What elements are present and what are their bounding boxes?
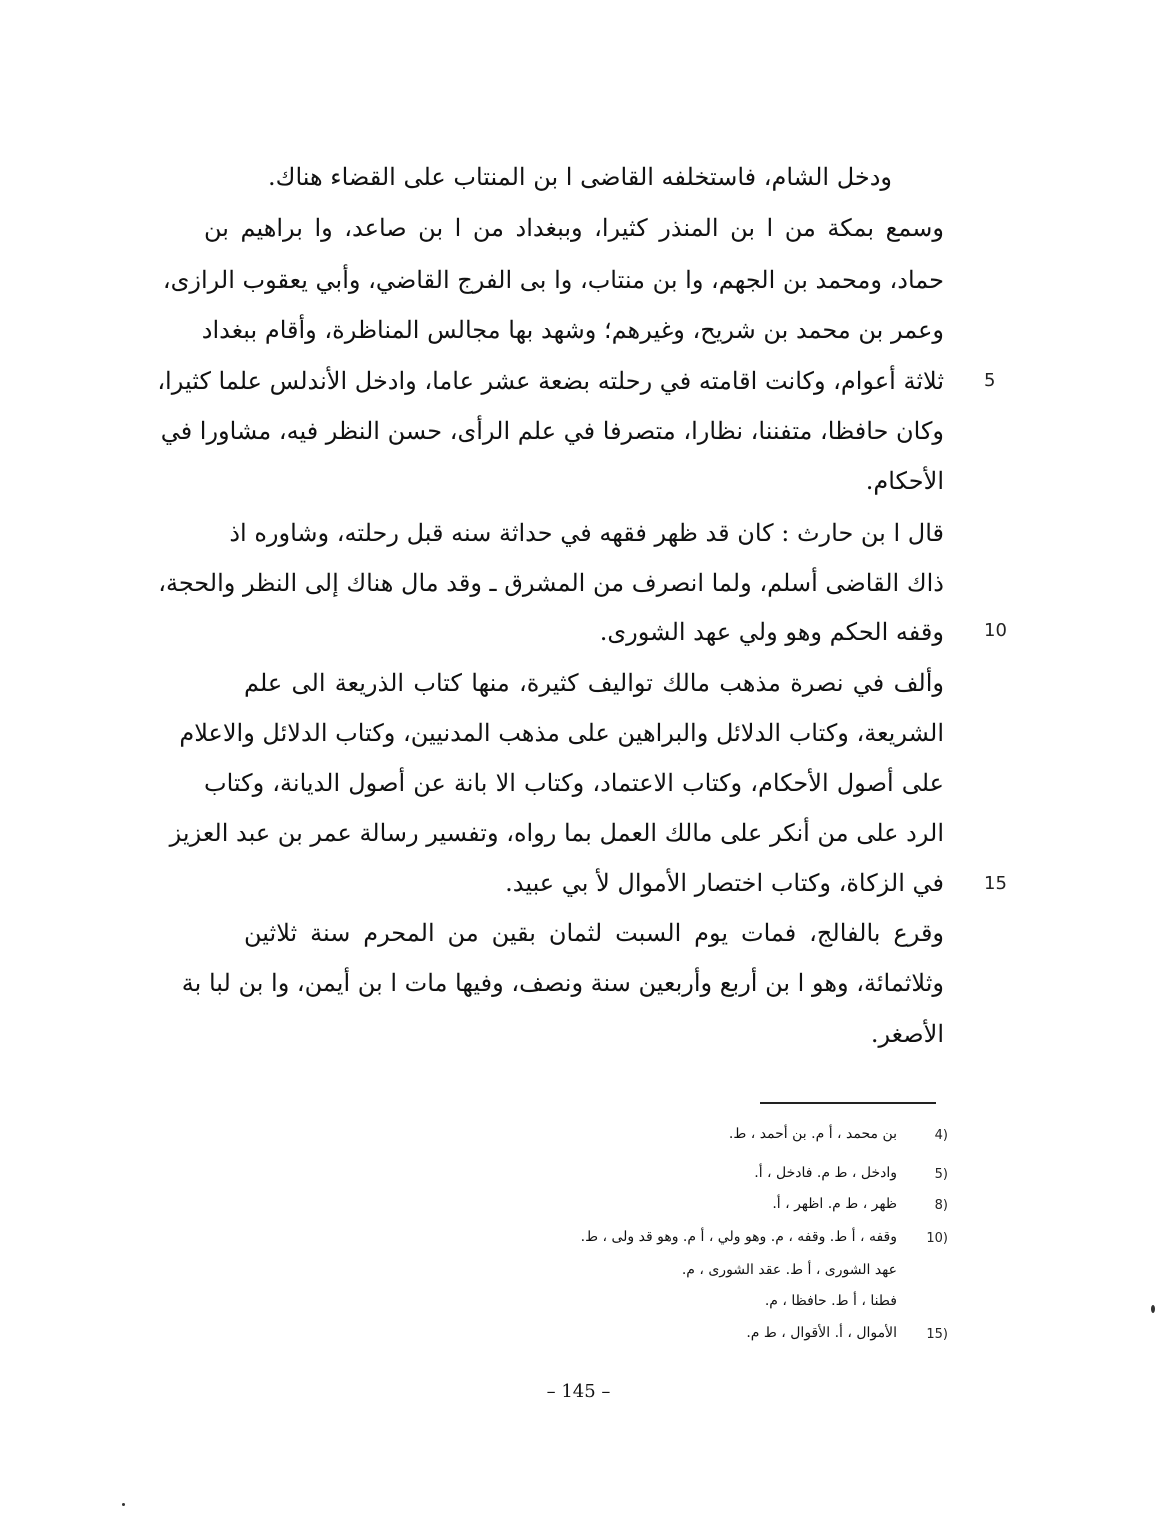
text-line-12: الشريعة، وكتاب الدلائل والبراهين على مذهب المدنيين، وكتاب الدلائل والاعلام	[179, 719, 944, 747]
page-number: – 145 –	[546, 1381, 611, 1402]
text-line-4: وعمر بن محمد بن شريح، وغيرهم؛ وشهد بها مجالس المناظرة، وأقام ببغداد	[201, 316, 944, 344]
scan-speck	[1151, 1305, 1155, 1313]
text-line-3: حماد، ومحمد بن الجهم، وا بن منتاب، وا بى الفرج القاضي، وأبي يعقوب الرازى،	[162, 266, 944, 294]
text-line-8: قال ا بن حارث : كان قد ظهر فقهه في حداثة سنه قبل رحلته، وشاوره اذ	[229, 519, 944, 547]
text-line-17: وثلاثمائة، وهو ا بن أربع وأربعين سنة ونصف، وفيها مات ا بن أيمن، وا بن لبا بة	[181, 969, 944, 997]
text-line-13: على أصول الأحكام، وكتاب الاعتماد، وكتاب الا بانة عن أصول الديانة، وكتاب	[204, 769, 944, 797]
footnote-text: وقفه ، أ ط. وقفه ، م. وهو ولي ، أ م. وهو قد ولى ، ط.	[580, 1229, 897, 1245]
footnote-number: 4)	[934, 1128, 948, 1143]
text-line-9: ذاك القاضى أسلم، ولما انصرف من المشرق ـ وقد مال هناك إلى النظر والحجة،	[158, 569, 944, 597]
text-line-5: ثلاثة أعوام، وكانت اقامته في رحلته بضعة عشر عاما، وادخل الأندلس علما كثيرا،	[157, 367, 944, 395]
scan-speck	[122, 1503, 125, 1506]
text-line-15: في الزكاة، وكتاب اختصار الأموال لأ بي عبيد.	[505, 869, 944, 897]
text-line-2: وسمع بمكة من ا بن المنذر كثيرا، وببغداد من ا بن صاعد، وا براهيم بن	[204, 214, 944, 242]
line-number-10: 10	[984, 620, 1007, 641]
footnote-number: 15)	[926, 1327, 948, 1342]
text-line-7: الأحكام.	[865, 467, 944, 495]
text-line-16: وقرع بالفالج، فمات يوم السبت لثمان بقين من المحرم سنة ثلاثين	[244, 919, 945, 947]
footnote-separator	[760, 1102, 936, 1104]
text-line-6: وكان حافظا، متفننا، نظارا، متصرفا في علم الرأى، حسن النظر فيه، مشاورا في	[160, 417, 944, 445]
footnote-text: عهد الشورى ، أ ط. عقد الشورى ، م.	[681, 1262, 897, 1278]
footnote-number: 5)	[934, 1167, 948, 1182]
footnote-number: 8)	[934, 1198, 948, 1213]
line-number-15: 15	[984, 873, 1007, 894]
footnote-text: الأموال ، أ. الأقوال ، ط م.	[746, 1325, 897, 1341]
footnote-text: فطنا ، أ ط. حافظا ، م.	[764, 1293, 897, 1309]
text-line-18: الأصغر.	[870, 1020, 944, 1048]
text-line-14: الرد على من أنكر على مالك العمل بما رواه، وتفسير رسالة عمر بن عبد العزيز	[169, 819, 944, 847]
footnote-text: وادخل ، ط م. فادخل ، أ.	[754, 1165, 897, 1181]
text-line-10: وقفه الحكم وهو ولي عهد الشورى.	[599, 618, 944, 646]
footnote-text: بن محمد ، أ م. بن أحمد ، ط.	[728, 1126, 897, 1142]
text-line-1: ودخل الشام، فاستخلفه القاضى ا بن المنتاب على القضاء هناك.	[268, 163, 892, 191]
footnote-text: ظهر ، ط م. اظهر ، أ.	[772, 1196, 897, 1212]
footnote-number: 10)	[926, 1231, 948, 1246]
text-line-11: وألف في نصرة مذهب مالك تواليف كثيرة، منها كتاب الذريعة الى علم	[244, 669, 944, 697]
line-number-5: 5	[984, 370, 996, 391]
